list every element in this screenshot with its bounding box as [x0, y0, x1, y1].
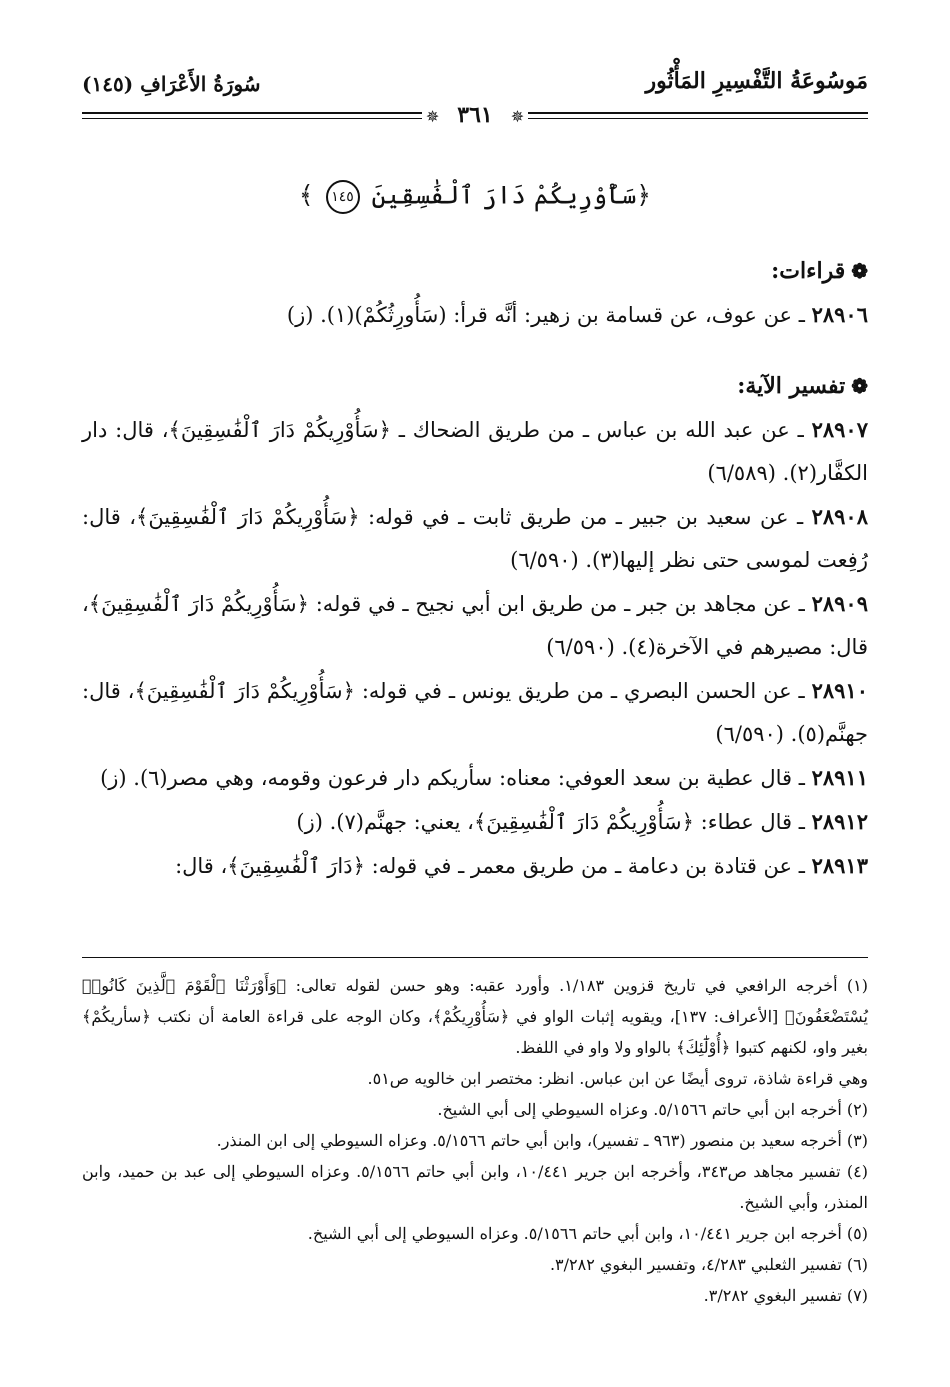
entry-text: ـ عن سعيد بن جبير ـ من طريق ثابت ـ في قوله: ﴿سَأُوْرِيكُمْ دَارَ ٱلْفَٰسِقِينَ﴾، قال: رُفِعت لموسى حتى نظر إليها(٣). (٦/٥٩٠) — [82, 505, 868, 572]
entry — [82, 800, 868, 844]
entry — [82, 844, 868, 888]
section-tafsir — [82, 365, 868, 408]
body-text — [82, 250, 868, 888]
entry — [82, 408, 868, 495]
ornament-icon: ✵ — [422, 107, 443, 126]
verse-close-bracket: ﴾ — [298, 180, 314, 210]
footnote: (٥) أخرجه ابن جرير ١٠/٤٤١، وابن أبي حاتم ٥/١٥٦٦. وعزاه السيوطي إلى أبي الشيخ. — [307, 1224, 868, 1243]
book-title: مَوسُوعَةُ التَّفْسِيرِ المَأْثُور — [645, 68, 868, 94]
verse-heading — [82, 180, 868, 214]
entry-number: ٢٨٩٠٩ — [811, 591, 868, 616]
footnote: وهي قراءة شاذة، تروى أيضًا عن ابن عباس. انظر: مختصر ابن خالويه ص٥١. — [367, 1069, 868, 1088]
entry-text: ـ عن قتادة بن دعامة ـ من طريق معمر ـ في قوله: ﴿دَارَ ٱلْفَٰسِقِينَ﴾، قال: — [175, 854, 812, 878]
entry — [82, 495, 868, 582]
footnote: (٦) تفسير الثعلبي ٤/٢٨٣، وتفسير البغوي ٣/٢٨٢. — [549, 1255, 868, 1274]
entry-text: ـ عن مجاهد بن جبر ـ من طريق ابن أبي نجيح ـ في قوله: ﴿سَأُوْرِيكُمْ دَارَ ٱلْفَٰسِقِينَ﴾، قال: مصيرهم في الآخرة(٤). (٦/٥٩٠) — [82, 592, 868, 659]
footnote: (٧) تفسير البغوي ٣/٢٨٢. — [703, 1286, 868, 1305]
entry-number: ٢٨٩٠٨ — [811, 504, 868, 529]
verse-text: ﴿سَأُوْرِيكُمْ دَارَ ٱلْفَٰسِقِينَ — [371, 180, 652, 210]
entry-text: ـ قال عطية بن سعد العوفي: معناه: سأريكم دار فرعون وقومه، وهي مصر(٦). (ز) — [100, 766, 812, 790]
entry — [82, 756, 868, 800]
entry — [82, 582, 868, 669]
entry — [82, 293, 868, 337]
flower-icon: ❁ — [851, 374, 868, 398]
surah-reference: سُورَةُ الأَعْرَافِ (١٤٥) — [82, 72, 261, 96]
ayah-number: ١٤٥ — [326, 180, 360, 214]
page-number: ٣٦١ — [443, 102, 506, 128]
footnotes — [82, 970, 868, 1311]
entry-number: ٢٨٩٠٦ — [811, 302, 868, 327]
entry-text: ـ عن الحسن البصري ـ من طريق يونس ـ في قوله: ﴿سَأُوْرِيكُمْ دَارَ ٱلْفَٰسِقِينَ﴾، قال: جهنَّم(٥). (٦/٥٩٠) — [82, 679, 868, 746]
section-readings — [82, 250, 868, 293]
footnote: (٤) تفسير مجاهد ص٣٤٣، وأخرجه ابن جرير ١٠/٤٤١، وابن أبي حاتم ٥/١٥٦٦. وعزاه السيوطي إلى عبد بن حميد، وابن المنذر، وأبي الشيخ. — [82, 1162, 869, 1212]
section-title: تفسير الآية: — [737, 373, 846, 399]
entry-number: ٢٨٩١٠ — [811, 678, 868, 703]
entry-text: ـ عن عوف، عن قسامة بن زهير: أنَّه قرأ: (سَأُورِثُكُمْ)(١). (ز) — [286, 303, 812, 327]
entry-number: ٢٨٩١١ — [811, 765, 868, 790]
footnote: (١) أخرجه الرافعي في تاريخ قزوين ١/١٨٣. وأورد عقبه: وهو حسن لقوله تعالى: ﴿وَأَوْرَثْنَا ٱلْقَوْمَ ٱلَّذِينَ كَانُوا۟ يُسْتَضْعَفُونَ﴾ [الأعراف: ١٣٧]، ويقويه إثبات الواو في ﴿سَأُوْرِيكُمْ﴾، وكان الوجه على قراءة العامة أن نكتب ﴿سأريكُمْ﴾ بغير واو، لكنهم كتبوا ﴿أُوْلَٰٓئِكَ﴾ بالواو ولا واو في اللفظ. — [82, 976, 868, 1057]
entry-text: ـ عن عبد الله بن عباس ـ من طريق الضحاك ـ ﴿سَأُوْرِيكُمْ دَارَ ٱلْفَٰسِقِينَ﴾، قال: دار الكفَّار(٢). (٦/٥٨٩) — [82, 418, 868, 485]
page-number-block — [0, 102, 950, 128]
entry-number: ٢٨٩١٢ — [811, 809, 868, 834]
flower-icon: ❁ — [851, 259, 868, 283]
ornament-icon: ✵ — [507, 107, 528, 126]
footnote-rule — [82, 957, 868, 958]
entry-number: ٢٨٩١٣ — [811, 853, 868, 878]
section-title: قراءات: — [771, 258, 846, 284]
footnote: (٢) أخرجه ابن أبي حاتم ٥/١٥٦٦. وعزاه السيوطي إلى أبي الشيخ. — [437, 1100, 868, 1119]
entry-text: ـ قال عطاء: ﴿سَأُوْرِيكُمْ دَارَ ٱلْفَٰسِقِينَ﴾، يعني: جهنَّم(٧). (ز) — [296, 810, 812, 834]
entry-number: ٢٨٩٠٧ — [811, 417, 868, 442]
entry — [82, 669, 868, 756]
footnote: (٣) أخرجه سعيد بن منصور (٩٦٣ ـ تفسير)، وابن أبي حاتم ٥/١٥٦٦. وعزاه السيوطي إلى ابن المنذر. — [216, 1131, 868, 1150]
